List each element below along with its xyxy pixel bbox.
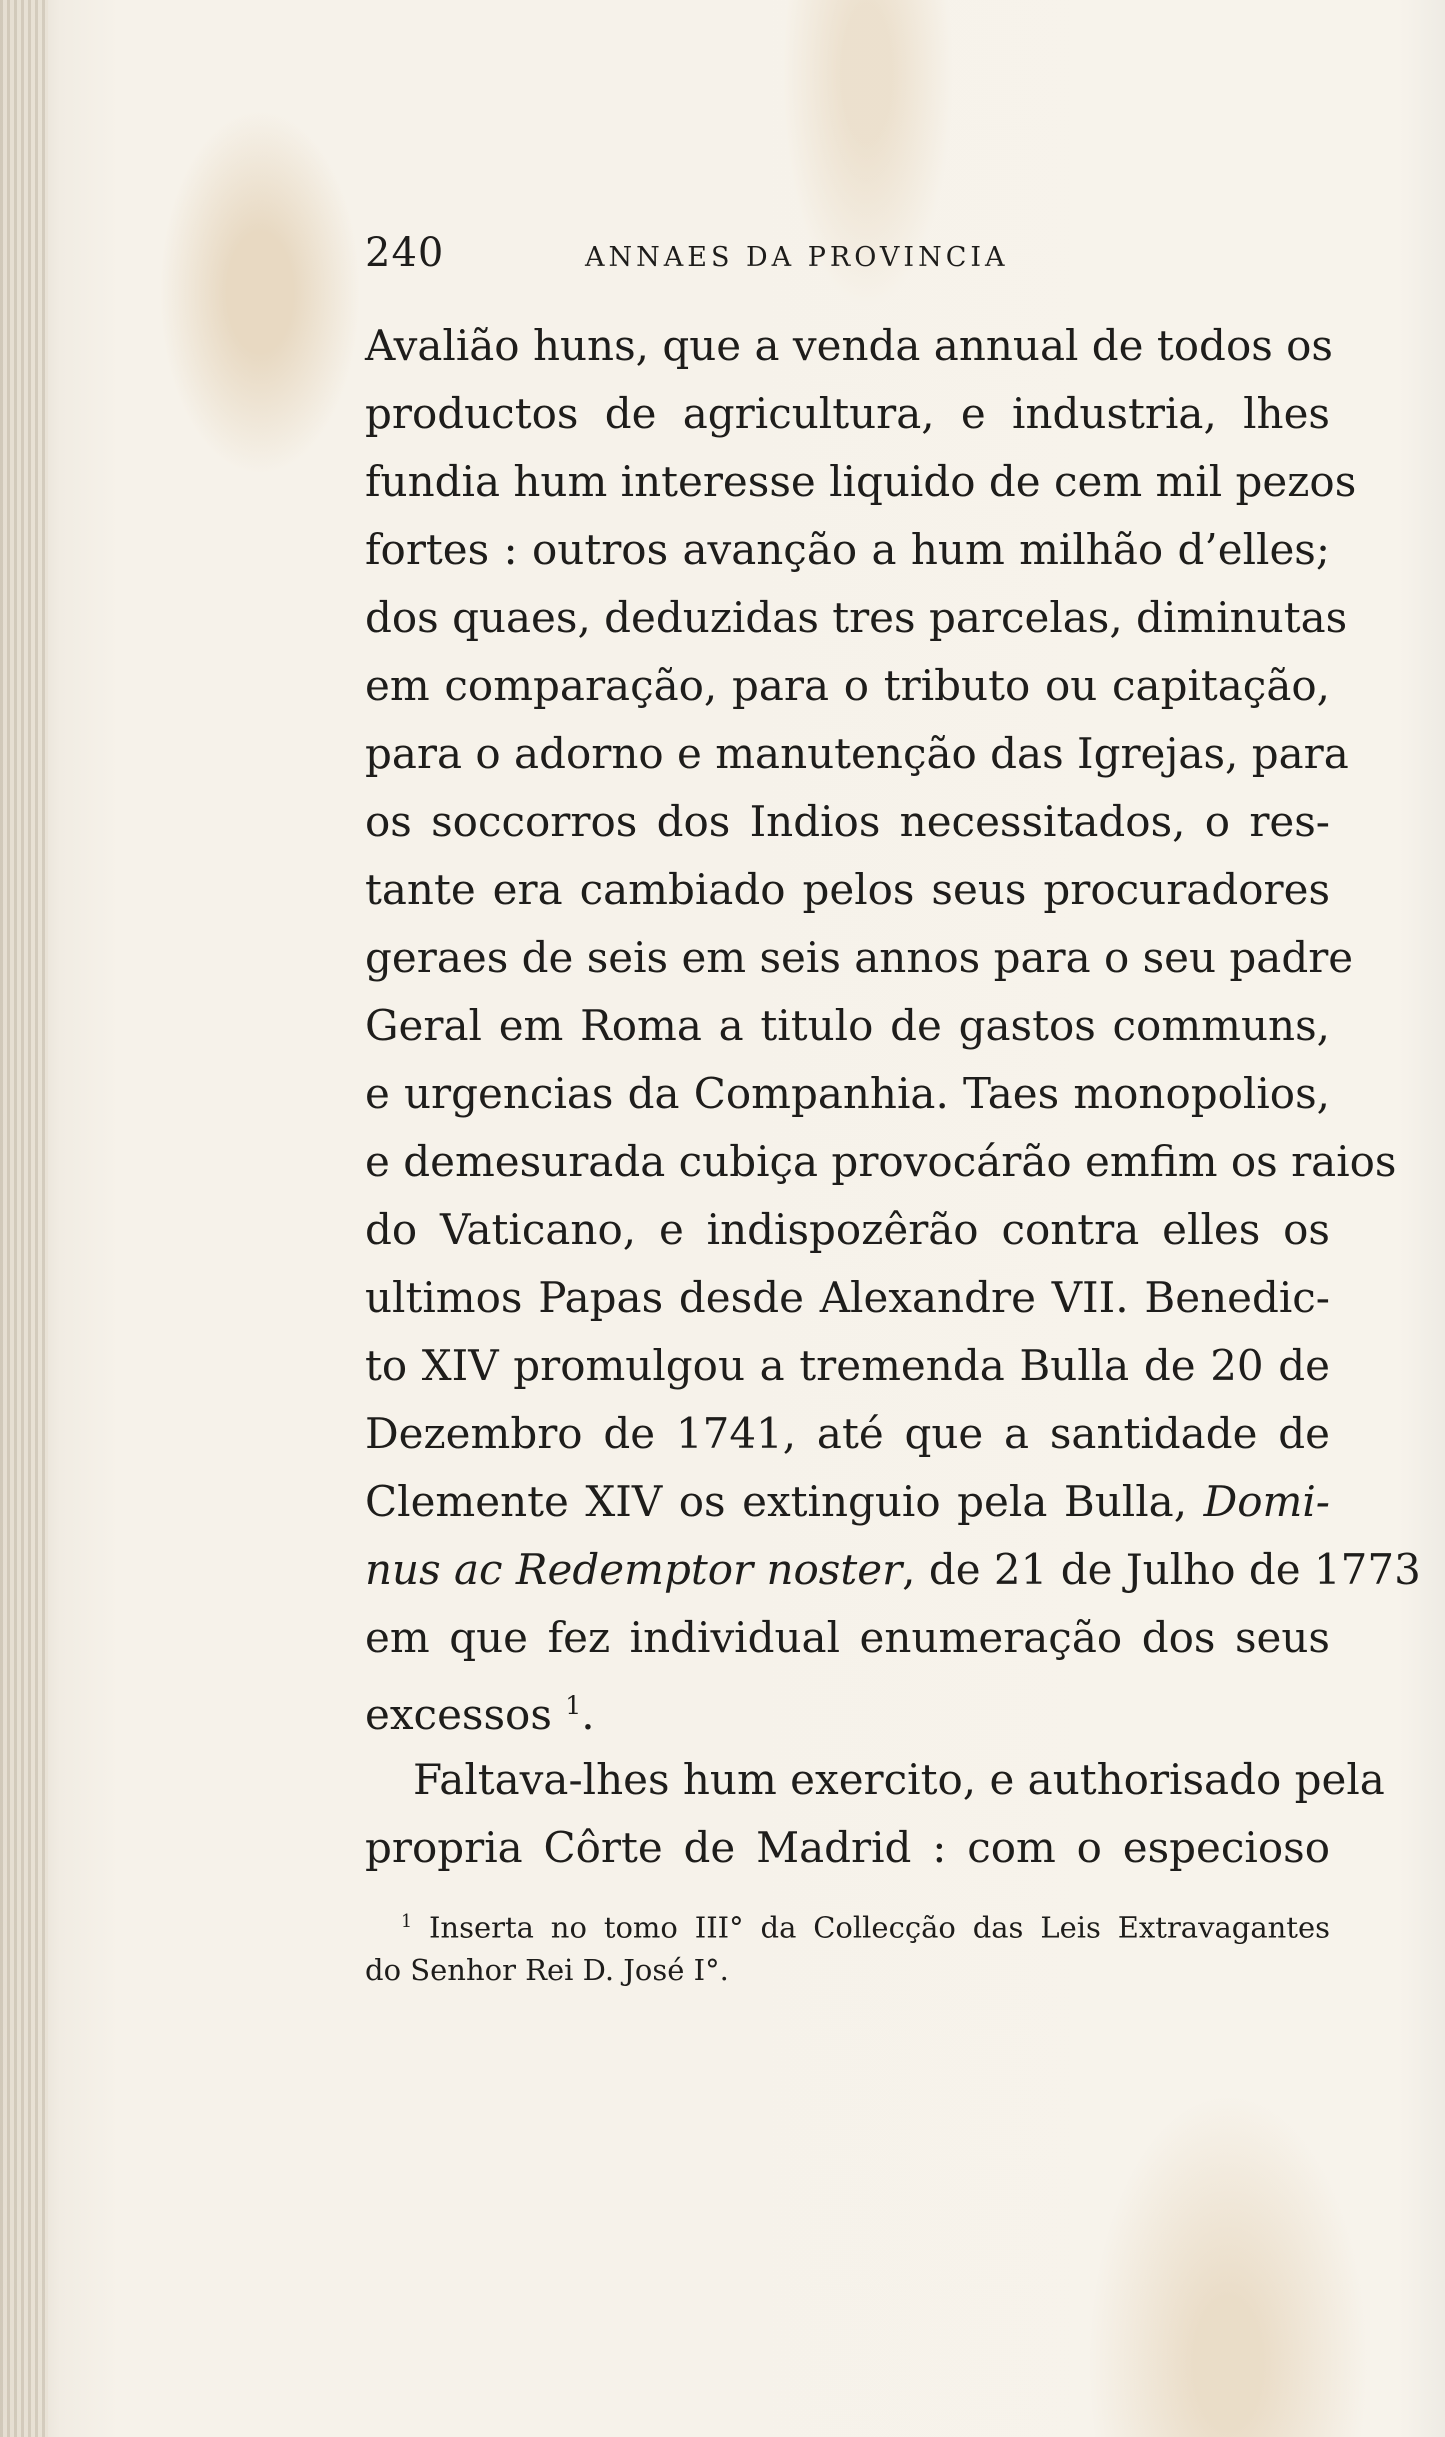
text-run: , de 21 de Julho de 1773 (902, 1545, 1421, 1594)
footnote-text: Inserta no tomo III° da Collecção das Leis Extravagantes (412, 1910, 1330, 1945)
text-line: dos quaes, deduzidas tres parcelas, diminutas (365, 593, 1348, 642)
text-line (365, 1672, 1330, 1740)
text-block (365, 230, 1421, 1994)
footnote-marker: 1 (401, 1912, 413, 1932)
text-run: excessos (365, 1690, 552, 1739)
text-line: Faltava-lhes hum exercito, e authorisado pela (413, 1755, 1385, 1804)
footnote-reference: 1 (565, 1691, 582, 1720)
text-line: fortes : outros avanção a hum milhão d’elles; (365, 525, 1330, 574)
text-line: tante era cambiado pelos seus procuradores (365, 865, 1330, 914)
text-line: geraes de seis em seis annos para o seu padre (365, 933, 1354, 982)
footnote-line (365, 1898, 1330, 1946)
paragraph-1 (365, 312, 1421, 1740)
text-line: ultimos Papas desde Alexandre VII. Benedic- (365, 1273, 1330, 1322)
page-number: 240 (365, 230, 445, 276)
paragraph-2 (365, 1746, 1385, 1882)
text-line (365, 1536, 1421, 1604)
footnote-line: do Senhor Rei D. José I°. (365, 1953, 729, 1987)
text-line: em comparação, para o tributo ou capitação, (365, 661, 1330, 710)
text-line: fundia hum interesse liquido de cem mil pezos (365, 457, 1357, 506)
text-line: propria Côrte de Madrid : com o especioso (365, 1823, 1330, 1872)
text-line: para o adorno e manutenção das Igrejas, para (365, 729, 1349, 778)
text-line: e demesurada cubiça provocárão emfim os raios (365, 1137, 1397, 1186)
text-line: to XIV promulgou a tremenda Bulla de 20 de (365, 1341, 1330, 1390)
footnote (365, 1898, 1330, 1994)
latin-title-italic: nus ac Redemptor noster (365, 1545, 903, 1594)
text-line: os soccorros dos Indios necessitados, o res- (365, 797, 1330, 846)
text-run: Clemente XIV os extinguio pela Bulla, (365, 1477, 1204, 1526)
text-line: Dezembro de 1741, até que a santidade de (365, 1409, 1330, 1458)
text-line: Avalião huns, que a venda annual de todos os (365, 321, 1333, 370)
text-run: . (581, 1690, 595, 1739)
latin-title-italic: Domi- (1203, 1477, 1330, 1526)
text-line: productos de agricultura, e industria, lhes (365, 389, 1330, 438)
running-head: ANNAES DA PROVINCIA (585, 242, 1009, 273)
text-line: e urgencias da Companhia. Taes monopolios, (365, 1069, 1330, 1118)
text-line (365, 1468, 1330, 1536)
page-edge (0, 0, 48, 2437)
text-line: Geral em Roma a titulo de gastos communs, (365, 1001, 1330, 1050)
page-header (365, 230, 1330, 300)
text-line: em que fez individual enumeração dos seus (365, 1613, 1330, 1662)
text-line: do Vaticano, e indispozêrão contra elles os (365, 1205, 1330, 1254)
